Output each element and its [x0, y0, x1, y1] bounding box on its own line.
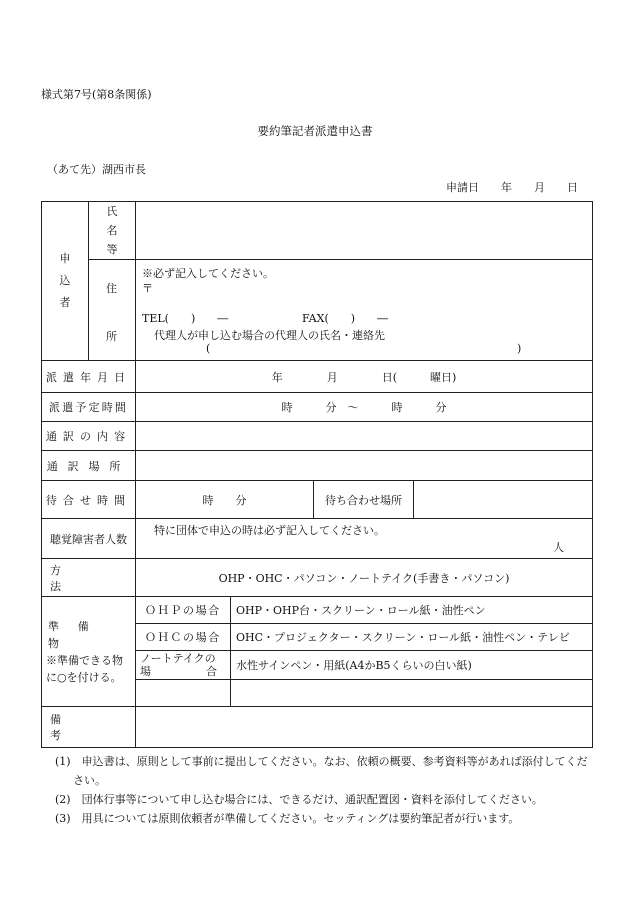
meeting-place-label: 待ち合わせ場所	[314, 481, 414, 519]
ohc-items[interactable]: OHC・プロジェクター・スクリーン・ロール紙・油性ペン・テレビ	[231, 624, 593, 651]
name-label: 氏 名 等	[89, 202, 136, 260]
interpret-content-label: 通訳の内容	[42, 422, 136, 451]
interpret-place-field[interactable]	[136, 451, 593, 481]
notes-list	[55, 752, 595, 828]
preparation-label: 準備物 ※準備できる物に○を付ける。	[42, 597, 136, 707]
fax-field[interactable]: FAX( ) ―	[302, 312, 389, 325]
prep-extra-label[interactable]	[136, 680, 231, 707]
prep-extra-field[interactable]	[231, 680, 593, 707]
meeting-place-field[interactable]	[414, 481, 593, 519]
address-field[interactable]: ※必ず記入してください。 〒 TEL( ) ― FAX( ) ― 代理人が申し込む場合の代理人の氏名・連絡先 ( )	[136, 260, 593, 361]
addressee: （あて先）湖西市長	[47, 163, 146, 176]
application-date[interactable]: 申請日 年 月 日	[446, 181, 578, 194]
meeting-time-field[interactable]: 時 分	[136, 481, 314, 519]
interpret-place-label: 通訳場所	[42, 451, 136, 481]
notetake-items[interactable]: 水性サインペン・用紙(A4かB5くらいの白い紙)	[231, 651, 593, 680]
note-item: (1) 申込書は、原則として事前に提出してください。なお、依頼の概要、参考資料等があれば添付してください。	[55, 755, 588, 787]
hearing-impaired-field[interactable]: 特に団体で申込の時は必ず記入してください。 人	[136, 519, 593, 559]
proxy-note: 代理人が申し込む場合の代理人の氏名・連絡先	[154, 329, 385, 342]
remarks-field[interactable]	[136, 707, 593, 748]
address-label: 住 所	[89, 260, 136, 361]
notetake-label: ノートテイクの 場 合	[136, 651, 231, 680]
page-title: 要約筆記者派遣申込書	[257, 124, 373, 138]
note-item: (3) 用具については原則依頼者が準備してください。セッティングは要約筆記者が行います。	[55, 812, 520, 825]
application-form	[41, 201, 593, 748]
meeting-time-label: 待合せ時間	[42, 481, 136, 519]
ohp-items[interactable]: OHP・OHP台・スクリーン・ロール紙・油性ペン	[231, 597, 593, 624]
required-note: ※必ず記入してください。	[142, 267, 274, 280]
remarks-label: 備考	[42, 707, 136, 748]
ohp-label: ＯＨＰの場合	[136, 597, 231, 624]
applicant-label: 申 込 者	[42, 202, 89, 361]
dispatch-time-field[interactable]: 時 分 ～ 時 分	[136, 393, 593, 422]
form-number: 様式第7号(第8条関係)	[41, 88, 152, 101]
method-field[interactable]: OHP・OHC・パソコン・ノートテイク(手書き・パソコン)	[136, 559, 593, 597]
postal-mark: 〒	[142, 282, 153, 295]
ohc-label: ＯＨＣの場合	[136, 624, 231, 651]
tel-field[interactable]: TEL( ) ―	[142, 312, 229, 325]
dispatch-date-field[interactable]: 年 月 日( 曜日)	[136, 361, 593, 393]
name-field[interactable]	[136, 202, 593, 260]
method-label: 方法	[42, 559, 136, 597]
dispatch-date-label: 派遣年月日	[42, 361, 136, 393]
dispatch-time-label: 派遣予定時間	[42, 393, 136, 422]
hearing-impaired-label: 聴覚障害者人数	[42, 519, 136, 559]
note-item: (2) 団体行事等について申し込む場合には、できるだけ、通訳配置図・資料を添付してください。	[55, 793, 543, 806]
interpret-content-field[interactable]	[136, 422, 593, 451]
